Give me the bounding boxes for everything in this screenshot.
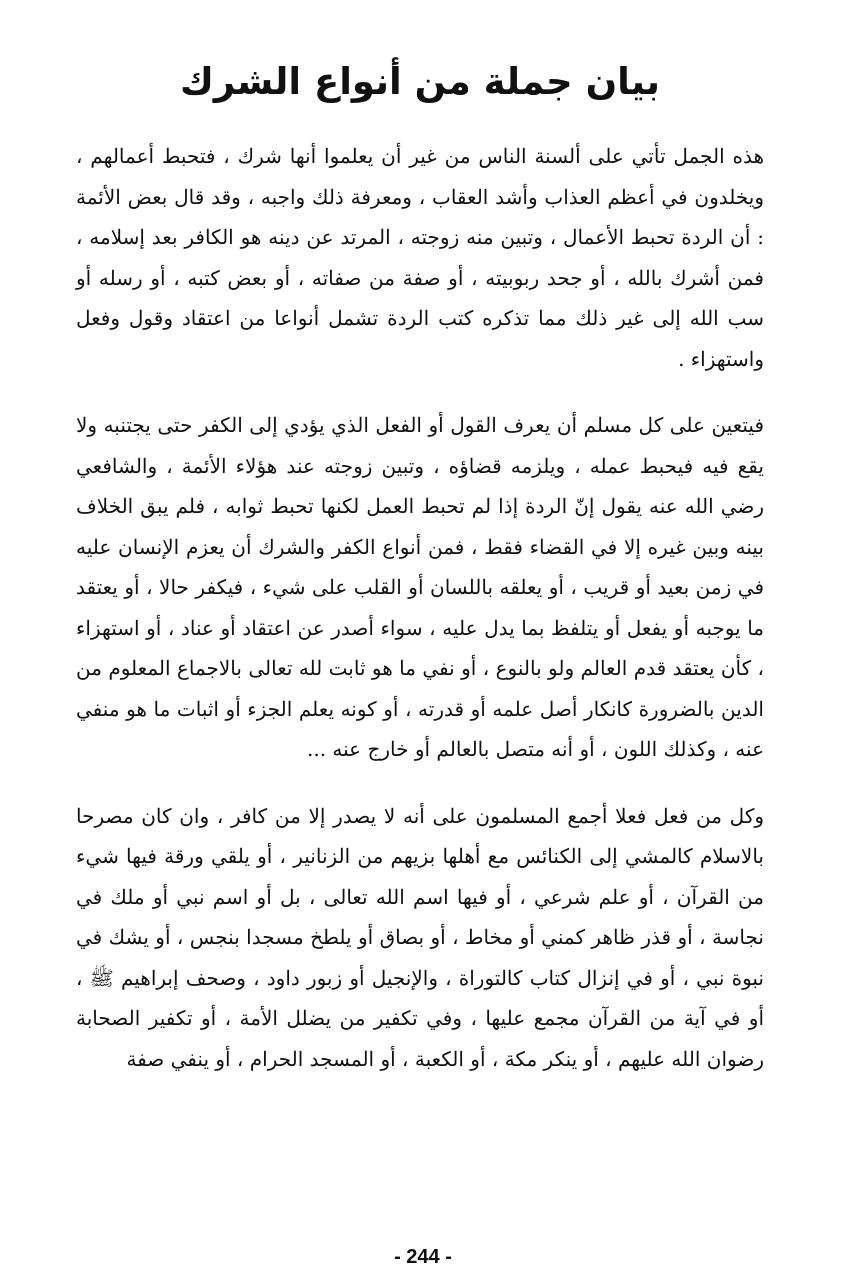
paragraph-separator (76, 770, 764, 796)
paragraph-separator (76, 379, 764, 405)
paragraph-3: وكل من فعل فعلا أجمع المسلمون على أنه لا يصدر إلا من كافر ، وان كان مصرحا بالاسلام كالمشي إلى الكنائس مع أهلها بزيهم من الزنانير ، أو يلقي ورقة فيها شيء من القرآن ، أو علم شرعي ، أو فيها اسم الله تعالى ، بل أو اسم نبي أو ملك في نجاسة ، أو قذر ظاهر كمني أو مخاط ، أو بصاق أو يلطخ مسجدا بنجس ، أو يشك في نبوة نبي ، أو في إنزال كتاب كالتوراة ، والإنجيل أو زبور داود ، وصحف إبراهيم ﷺ ، أو في آية من القرآن مجمع عليها ، وفي تكفير من يضلل الأمة ، أو تكفير الصحابة رضوان الله عليهم ، أو ينكر مكة ، أو الكعبة ، أو المسجد الحرام ، أو ينفي صفة (76, 803, 764, 1071)
page-title: بيان جملة من أنواع الشرك (179, 60, 661, 103)
paragraph-1: هذه الجمل تأتي على ألسنة الناس من غير أن يعلموا أنها شرك ، فتحبط أعمالهم ، ويخلدون في أعظم العذاب وأشد العقاب ، ومعرفة ذلك واجبه ، وقد قال بعض الأئمة : أن الردة تحبط الأعمال ، وتبين منه زوجته ، المرتد عن دينه هو الكافر بعد إسلامه ، فمن أشرك بالله ، أو جحد ربوبيته ، أو صفة من صفاته ، أو بعض كتبه ، أو رسله أو سب الله إلى غير ذلك مما تذكره كتب الردة تشمل أنواعا من اعتقاد وقول وفعل واستهزاء . (76, 144, 764, 371)
paragraph-2: فيتعين على كل مسلم أن يعرف القول أو الفعل الذي يؤدي إلى الكفر حتى يجتنبه ولا يقع فيه فيحبط عمله ، ويلزمه قضاؤه ، وتبين زوجته عند هؤلاء الأئمة ، والشافعي رضي الله عنه يقول إنّ الردة إذا لم تحبط العمل لكنها تحبط ثوابه ، فلم يبق الخلاف بينه وبين غيره إلا في القضاء فقط ، فمن أنواع الكفر والشرك أن يعزم الإنسان عليه في زمن بعيد أو قريب ، أو يعلقه باللسان أو القلب على شيء ، فيكفر حالا ، أو يعتقد ما يوجبه أو يفعل أو يتلفظ بما يدل عليه ، سواء أصدر عن اعتقاد أو عناد ، أو استهزاء ، كأن يعتقد قدم العالم ولو بالنوع ، أو نفي ما هو ثابت لله تعالى بالاجماع المعلوم من الدين بالضرورة كانكار أصل علمه أو قدرته ، أو كونه يعلم الجزء أو اثبات ما هو منفي عنه ، وكذلك اللون ، أو أنه متصل بالعالم أو خارج عنه ... (76, 413, 764, 762)
page-content (76, 40, 764, 1237)
page-number: - 244 - (394, 1246, 452, 1268)
